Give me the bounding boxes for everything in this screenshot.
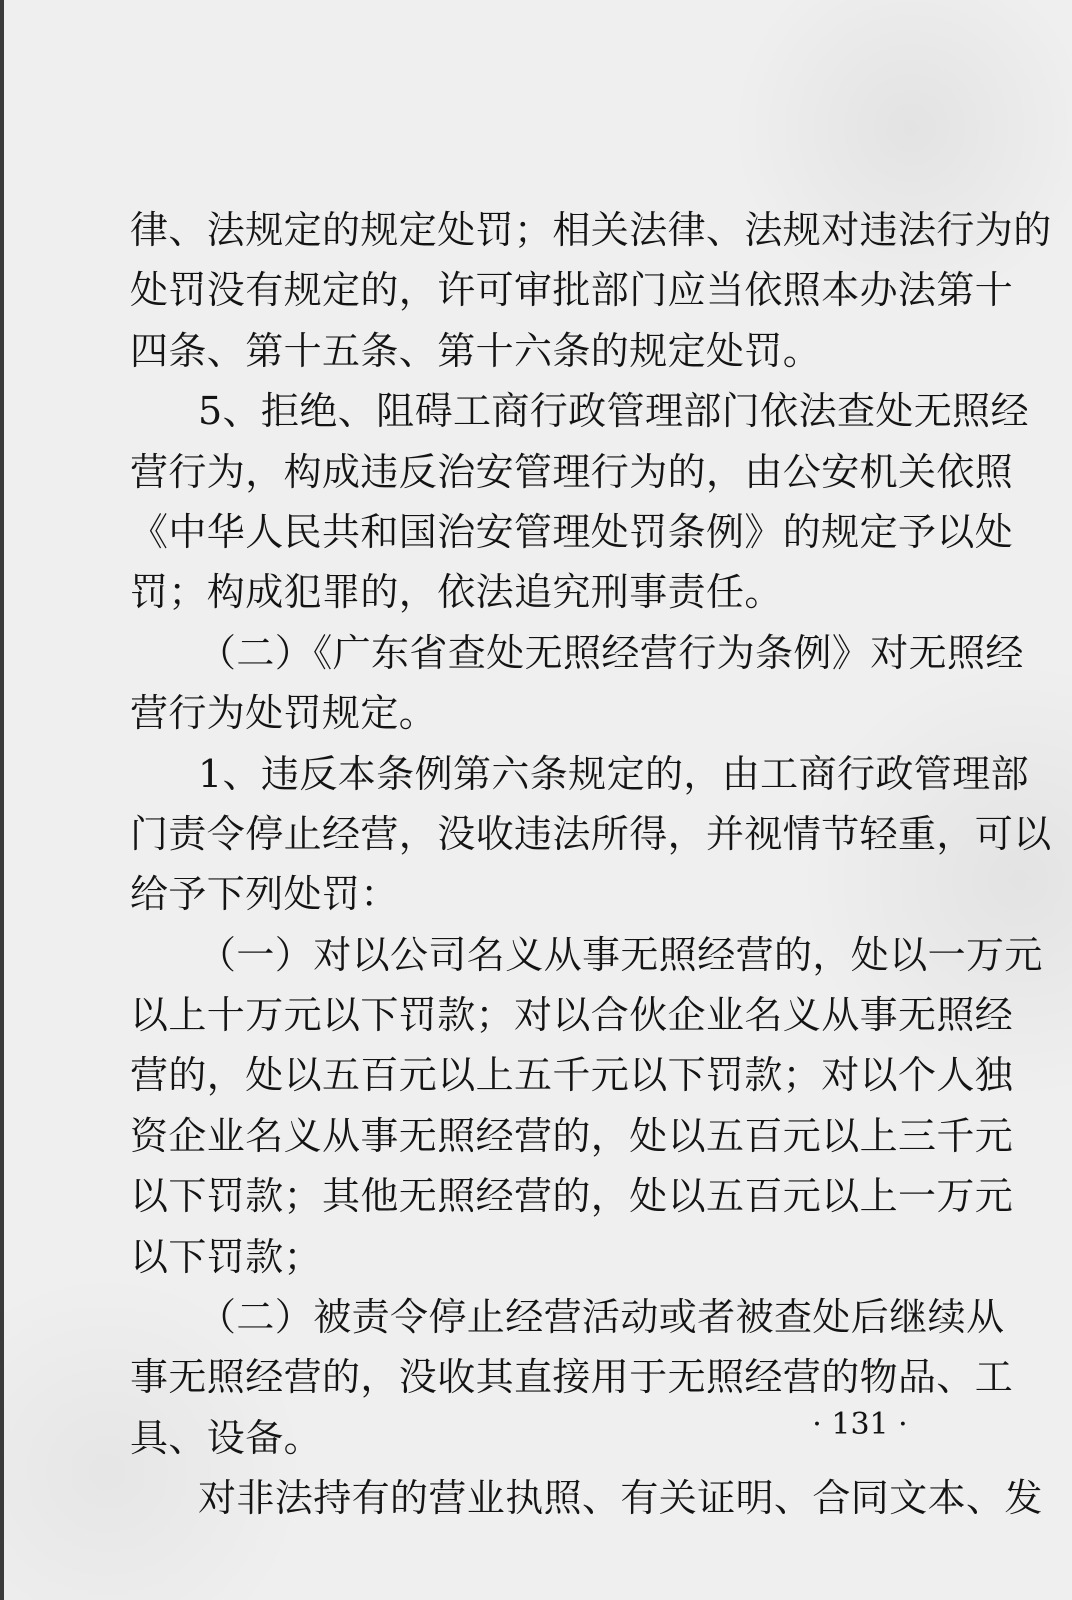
text-line: 营行为，构成违反治安管理行为的，由公安机关依照	[130, 449, 1014, 494]
text-line: 《中华人民共和国治安管理处罚条例》的规定予以处	[130, 509, 1014, 554]
text-line: 罚；构成犯罪的，依法追究刑事责任。	[130, 570, 783, 615]
text-line: 资企业名义从事无照经营的，处以五百元以上三千元	[130, 1113, 1014, 1158]
page-number: · 131 ·	[812, 1407, 908, 1442]
text-line: 处罚没有规定的，许可审批部门应当依照本办法第十	[130, 268, 1014, 313]
paragraph-start-line: （一）对以公司名义从事无照经营的，处以一万元	[198, 932, 1043, 977]
text-line: 以下罚款；	[130, 1234, 323, 1279]
paragraph-start-line: 对非法持有的营业执照、有关证明、合同文本、发	[198, 1476, 1043, 1521]
paragraph-start-line: 5、拒绝、阻碍工商行政管理部门依法查处无照经	[198, 389, 1029, 434]
paragraph-start-line: 1、违反本条例第六条规定的，由工商行政管理部	[198, 751, 1029, 796]
body-text	[130, 200, 1052, 1529]
text-line: 律、法规定的规定处罚；相关法律、法规对违法行为的	[130, 208, 1052, 252]
text-line: 给予下列处罚：	[130, 872, 399, 917]
text-line: 具、设备。	[130, 1415, 323, 1460]
paragraph-start-line: （二）被责令停止经营活动或者被查处后继续从	[198, 1295, 1005, 1340]
paragraph-start-line: （二）《广东省查处无照经营行为条例》对无照经	[198, 630, 1024, 675]
text-line: 营行为处罚规定。	[130, 691, 438, 736]
text-line: 门责令停止经营，没收违法所得，并视情节轻重，可以	[130, 811, 1052, 856]
text-line: 以上十万元以下罚款；对以合伙企业名义从事无照经	[130, 993, 1014, 1038]
text-line: 四条、第十五条、第十六条的规定处罚。	[130, 328, 822, 373]
page-edge-shadow	[0, 0, 4, 1600]
text-line: 事无照经营的，没收其直接用于无照经营的物品、工	[130, 1355, 1014, 1400]
text-line: 以下罚款；其他无照经营的，处以五百元以上一万元	[130, 1174, 1014, 1219]
text-line: 营的，处以五百元以上五千元以下罚款；对以个人独	[130, 1053, 1014, 1098]
